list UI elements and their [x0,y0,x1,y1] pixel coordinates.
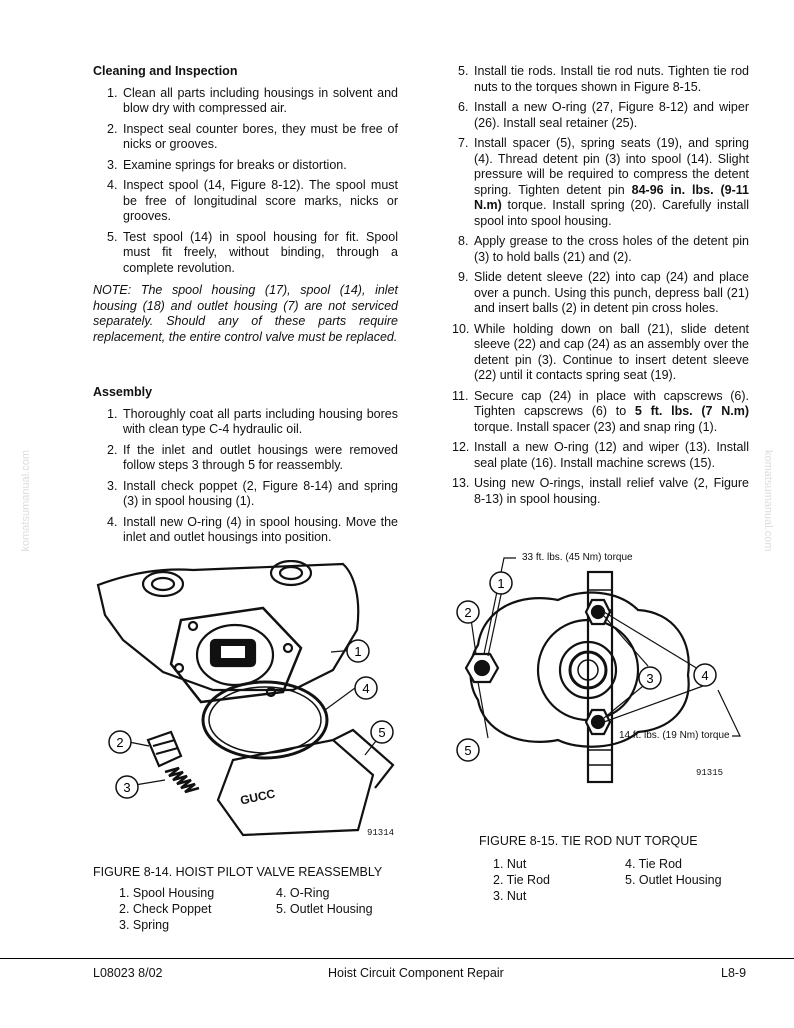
callout-5 [455,737,481,768]
svg-text:3: 3 [123,780,131,795]
list-item: 12. Install a new O-ring (12) and wiper (13). Install seal plate (16). Install machine screws (15). [452,440,749,470]
svg-text:2: 2 [464,605,472,620]
svg-text:5: 5 [378,725,386,740]
list-item: 9. Slide detent sleeve (22) into cap (24) and place over a punch. Using this punch, depress ball (21) and insert balls (2) in detent pin cross holes. [458,270,749,315]
assembly-steps [93,407,398,546]
note-paragraph: NOTE: The spool housing (17), spool (14), inlet housing (18) and outlet housing (7) are not serviced separately. Should any of these parts require replacement, the entire control valve must be replaced. [93,283,398,344]
list-item: 5. Install tie rods. Install tie rod nuts. Tighten tie rod nuts to the torques shown in Figure 8-15. [458,64,749,94]
svg-text:1: 1 [354,644,362,659]
figure-8-14-caption: FIGURE 8-14. HOIST PILOT VALVE REASSEMBLY [93,865,383,879]
list-item: 13. Using new O-rings, install relief valve (2, Figure 8-13) in spool housing. [452,476,749,506]
legend-item: 2. Check Poppet [119,902,212,916]
figure-8-15-legend [493,856,753,906]
legend-item: 2. Tie Rod [493,873,550,887]
left-column [93,64,398,551]
assembly-steps-continued [452,64,749,507]
list-item: 10. While holding down on ball (21), slide detent sleeve (22) and cap (24) as an assembly over the detent pin (3). Continue to insert detent sleeve (22) until it contacts spring seat (19). [452,321,749,382]
torque-label-bottom: 14 ft. lbs. (19 Nm) torque [619,730,730,741]
list-item: 2. Inspect seal counter bores, they must be free of nicks or grooves. [107,121,398,151]
list-item: 1. Thoroughly coat all parts including housing bores with clean type C-4 hydraulic oil. [107,406,398,436]
footer-doc-id: L08023 8/02 [93,966,163,980]
callout-2 [107,729,133,760]
list-item: 4. Install new O-ring (4) in spool housing. Move the inlet and outlet housings into position. [107,514,398,544]
svg-text:4: 4 [701,668,709,683]
legend-item: 4. Tie Rod [625,857,682,871]
svg-text:4: 4 [362,681,370,696]
list-item: 2. If the inlet and outlet housings were removed follow steps 3 through 5 for reassembly. [107,442,398,472]
list-item: 3. Install check poppet (2, Figure 8-14) and spring (3) in spool housing (1). [107,478,398,508]
list-item: 7. Install spacer (5), spring seats (19), and spring (4). Thread detent pin (3) into spool (14). Slight pressure will be required to compress the detent spring. Tighten detent pin 84-96 in. lbs. (9-11 N.m) torque. Install spring (20). Carefully install spool into spool housing. [458,136,749,228]
list-item: 11. Secure cap (24) in place with capscrews (6). Tighten capscrews (6) to 5 ft. lbs. (7 N.m) torque. Install spacer (23) and snap ring (1). [452,388,749,434]
legend-item: 3. Nut [493,889,527,903]
callout-3 [114,774,140,805]
watermark-right: komatsumanual.com [762,450,774,552]
list-item: 3. Examine springs for breaks or distortion. [107,157,347,172]
assembly-heading: Assembly [93,385,153,399]
callout-1 [345,638,371,669]
callout-2 [455,599,481,630]
list-item: 1. Clean all parts including housings in solvent and blow dry with compressed air. [107,85,398,115]
callout-4 [353,675,379,706]
watermark-left: komatsumanual.com [20,450,32,552]
callout-1 [488,570,514,601]
callout-4 [692,662,718,693]
list-item: 4. Inspect spool (14, Figure 8-12). The spool must be free of longitudinal score marks, nicks or grooves. [107,178,398,223]
legend-item: 1. Nut [493,857,527,871]
callout-3 [637,665,663,696]
torque-label-top: 33 ft. lbs. (45 Nm) torque [522,552,633,563]
svg-text:3: 3 [646,671,654,686]
svg-text:1: 1 [497,576,505,591]
list-item: 8. Apply grease to the cross holes of the detent pin (3) to hold balls (21) and (2). [458,234,749,264]
legend-item: 5. Outlet Housing [276,902,373,916]
page-number: L8-9 [721,966,747,980]
legend-item: 1. Spool Housing [119,886,215,900]
footer-title: Hoist Circuit Component Repair [328,966,504,980]
list-item: 6. Install a new O-ring (27, Figure 8-12) and wiper (26). Install seal retainer (25). [458,100,749,130]
figure-id: 91315 [696,768,724,778]
figure-8-14-legend [119,885,379,935]
svg-text:5: 5 [464,743,472,758]
figure-id: 91314 [367,828,395,838]
legend-item: 3. Spring [119,918,170,932]
list-item: 5. Test spool (14) in spool housing for fit. Spool must fit freely, without binding, through a complete revolution. [107,229,398,275]
cleaning-steps [93,86,398,277]
legend-item: 5. Outlet Housing [625,873,722,887]
housing-stamp: GUCC [238,786,277,808]
callout-5 [369,719,395,750]
figure-8-15-caption: FIGURE 8-15. TIE ROD NUT TORQUE [479,834,698,848]
legend-item: 4. O-Ring [276,886,330,900]
right-column [452,64,749,512]
footer-divider [0,958,794,959]
cleaning-heading: Cleaning and Inspection [93,64,238,78]
svg-text:2: 2 [116,735,124,750]
